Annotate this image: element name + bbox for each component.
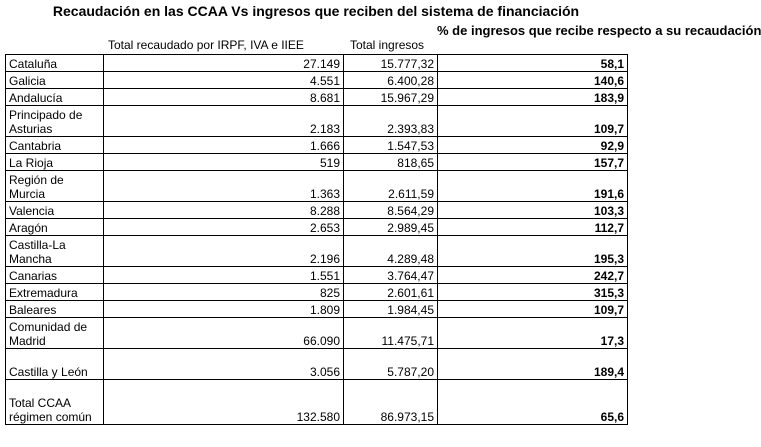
table-row — [6, 349, 628, 380]
ingresos-cell: 6.400,28 — [344, 72, 438, 89]
table-row — [6, 89, 628, 106]
ingresos-cell: 5.787,20 — [344, 349, 438, 380]
region-name-cell: Aragón — [6, 219, 104, 236]
porcentaje-cell: 242,7 — [438, 267, 628, 284]
porcentaje-cell: 183,9 — [438, 89, 628, 106]
table-title: Recaudación en las CCAA Vs ingresos que reciben del sistema de financiación — [52, 3, 580, 19]
region-name-cell: Cataluña — [6, 55, 104, 72]
table-row — [6, 154, 628, 171]
table-row — [6, 236, 628, 267]
region-name-cell: La Rioja — [6, 154, 104, 171]
table-row — [6, 301, 628, 318]
ingresos-cell: 1.547,53 — [344, 137, 438, 154]
header-ingresos: Total ingresos — [350, 38, 425, 52]
recaudado-cell: 2.196 — [104, 236, 344, 267]
ingresos-cell: 15.777,32 — [344, 55, 438, 72]
region-name-cell: Principado de Asturias — [6, 106, 104, 137]
region-name-cell: Comunidad de Madrid — [6, 318, 104, 349]
recaudado-cell: 1.551 — [104, 267, 344, 284]
table-row — [6, 284, 628, 301]
porcentaje-cell: 315,3 — [438, 284, 628, 301]
recaudado-cell: 1.363 — [104, 171, 344, 202]
porcentaje-cell: 103,3 — [438, 202, 628, 219]
ingresos-cell: 86.973,15 — [344, 380, 438, 425]
porcentaje-cell: 112,7 — [438, 219, 628, 236]
region-name-cell: Castilla-La Mancha — [6, 236, 104, 267]
ingresos-cell: 3.764,47 — [344, 267, 438, 284]
region-name-cell: Extremadura — [6, 284, 104, 301]
region-name-cell: Total CCAA régimen común — [6, 380, 104, 425]
ingresos-cell: 15.967,29 — [344, 89, 438, 106]
ingresos-cell: 2.989,45 — [344, 219, 438, 236]
region-name-cell: Andalucía — [6, 89, 104, 106]
recaudado-cell: 4.551 — [104, 72, 344, 89]
region-name-cell: Valencia — [6, 202, 104, 219]
ingresos-cell: 8.564,29 — [344, 202, 438, 219]
porcentaje-cell: 58,1 — [438, 55, 628, 72]
table-row — [6, 72, 628, 89]
porcentaje-cell: 17,3 — [438, 318, 628, 349]
porcentaje-cell: 109,7 — [438, 301, 628, 318]
recaudado-cell: 3.056 — [104, 349, 344, 380]
table-row — [6, 380, 628, 425]
ingresos-cell: 2.393,83 — [344, 106, 438, 137]
ingresos-cell: 2.601,61 — [344, 284, 438, 301]
porcentaje-cell: 157,7 — [438, 154, 628, 171]
recaudado-cell: 2.183 — [104, 106, 344, 137]
ingresos-cell: 1.984,45 — [344, 301, 438, 318]
porcentaje-cell: 195,3 — [438, 236, 628, 267]
porcentaje-cell: 92,9 — [438, 137, 628, 154]
region-name-cell: Galicia — [6, 72, 104, 89]
region-name-cell: Cantabria — [6, 137, 104, 154]
porcentaje-cell: 109,7 — [438, 106, 628, 137]
recaudado-cell: 1.666 — [104, 137, 344, 154]
recaudado-cell: 825 — [104, 284, 344, 301]
ingresos-cell: 818,65 — [344, 154, 438, 171]
table-row — [6, 318, 628, 349]
region-name-cell: Canarias — [6, 267, 104, 284]
recaudado-cell: 27.149 — [104, 55, 344, 72]
financing-table — [5, 54, 628, 425]
recaudado-cell: 66.090 — [104, 318, 344, 349]
ingresos-cell: 11.475,71 — [344, 318, 438, 349]
region-name-cell: Castilla y León — [6, 349, 104, 380]
recaudado-cell: 8.288 — [104, 202, 344, 219]
region-name-cell: Baleares — [6, 301, 104, 318]
region-name-cell: Región de Murcia — [6, 171, 104, 202]
header-recaudado: Total recaudado por IRPF, IVA e IIEE — [108, 38, 304, 52]
recaudado-cell: 2.653 — [104, 219, 344, 236]
porcentaje-cell: 191,6 — [438, 171, 628, 202]
table-row — [6, 137, 628, 154]
table-row — [6, 202, 628, 219]
recaudado-cell: 1.809 — [104, 301, 344, 318]
porcentaje-cell: 65,6 — [438, 380, 628, 425]
header-porcentaje: % de ingresos que recibe respecto a su recaudación — [437, 23, 761, 38]
table-row — [6, 219, 628, 236]
ingresos-cell: 4.289,48 — [344, 236, 438, 267]
table-row — [6, 267, 628, 284]
table-row — [6, 55, 628, 72]
recaudado-cell: 132.580 — [104, 380, 344, 425]
porcentaje-cell: 140,6 — [438, 72, 628, 89]
porcentaje-cell: 189,4 — [438, 349, 628, 380]
recaudado-cell: 519 — [104, 154, 344, 171]
recaudado-cell: 8.681 — [104, 89, 344, 106]
table-row — [6, 106, 628, 137]
ingresos-cell: 2.611,59 — [344, 171, 438, 202]
table-row — [6, 171, 628, 202]
